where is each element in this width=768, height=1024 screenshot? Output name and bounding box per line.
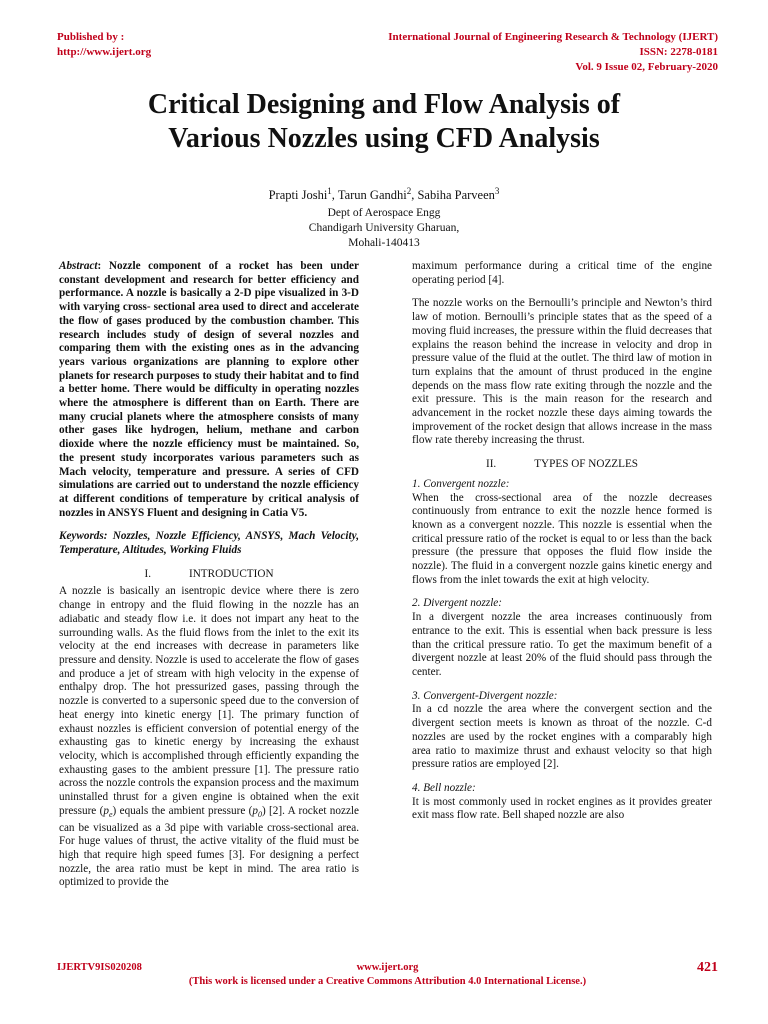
author-1-sup: 1: [327, 185, 332, 196]
journal-name: International Journal of Engineering Research & Technology (IJERT): [388, 31, 718, 43]
right-column: [412, 260, 712, 833]
page-number: 421: [697, 960, 718, 975]
bell-text: It is most commonly used in rocket engines as it provides greater exit mass flow rate. Bell shaped nozzle are also: [412, 795, 712, 822]
abstract: [59, 260, 359, 520]
section-1-number: I.: [144, 567, 151, 580]
author-list: [0, 185, 768, 203]
divergent-heading: 2. Divergent nozzle:: [412, 597, 502, 610]
abstract-label: Abstract: [59, 260, 98, 272]
journal-url[interactable]: http://www.ijert.org: [57, 46, 152, 58]
author-block: [0, 185, 768, 251]
intro-paragraph: [59, 585, 359, 890]
symbol-pe: $p_e$: [103, 804, 113, 819]
section-2-title: TYPES OF NOZZLES: [534, 458, 639, 471]
bell-heading: 4. Bell nozzle:: [412, 781, 476, 794]
intro-text-2: ) equals the ambient pressure (: [112, 804, 253, 817]
issn: ISSN: 2278-0181: [639, 46, 718, 58]
abstract-text: Nozzle component of a rocket has been under constant development and research for better efficiency and performance. A nozzle is basically a 2-D pipe visualized in 3-D with varying cross- sectional area used to direct and accelerate the flow of gases produced by the combustion chamber. This research includes study of design of several nozzles and comparing them with the existing ones as in the advancing years various organizations are planning to explore other planets for research purposes to study their habitat and to find a better home. There would be difficulty in operating nozzles where the atmosphere is different than on Earth. There are many crucial planets where the atmosphere consists of many other gases like hydrogen, helium, methane and carbon dioxide where the nozzle efficiency must be maintained. So, the present study incorporates various parameters such as Mach velocity, temperature and pressure. A series of CFD simulations are carried out to understand the nozzle efficiency at different conditions of temperature by critical analysis of nozzles in ANSYS Fluent and designing in Catia V5.: [59, 260, 359, 519]
section-1-title: INTRODUCTION: [189, 567, 274, 580]
section-1-heading: [59, 568, 359, 582]
affiliation-dept: Dept of Aerospace Engg: [327, 207, 441, 219]
license-notice: (This work is licensed under a Creative Commons Attribution 4.0 International License.): [188, 976, 587, 987]
page-footer: [57, 960, 718, 1000]
paper-id: IJERTV9IS020208: [57, 962, 142, 973]
title-line-1: Critical Designing and Flow Analysis of: [147, 89, 621, 120]
section-2-number: II.: [485, 458, 497, 471]
title-line-2: Various Nozzles using CFD Analysis: [168, 123, 600, 154]
affiliation-city: Mohali-140413: [348, 237, 420, 249]
cd-heading: 3. Convergent-Divergent nozzle:: [412, 689, 558, 702]
symbol-p0: $p_0$: [252, 804, 262, 819]
intro-text-1: A nozzle is basically an isentropic device where there is zero change in entropy and the fluid flowing in the nozzle has an adiabatic and steady flow i.e. it does not impart any heat to the surrounding walls. As the fluid flows from the inlet to the exit its velocity at the end increases with decrease in parameters like pressure and density. Nozzle is used to accelerate the flow of gases and produce a jet of stream with high velocity in the expense of enthalpy drop. The hot pressurized gases, passing through the nozzle is converted to a supersonic speed due to the conversion of heat energy into kinetic energy [1]. The primary function of exhaust nozzles is efficient conversion of potential energy of the exhausting gas to kinetic energy by increasing the exhaust velocity, which is accomplished through efficiently expanding the exhausting gases to the ambient pressure [1]. The pressure ratio across the nozzle controls the expansion process and the maximum uninstalled thrust for a given engine is obtained when the exit pressure (: [59, 585, 359, 817]
cd-text: In a cd nozzle the area where the convergent section and the divergent section meets is known as throat of the nozzle. C-d nozzles are used by the rocket engines with a comparably high area ratio to maximize thrust and exhaust velocity so that high pressure ratios are employed [2].: [412, 703, 712, 771]
author-1: Prapti Joshi: [268, 188, 328, 202]
header-left: [57, 30, 151, 60]
affiliation-university: Chandigarh University Gharuan,: [308, 222, 460, 234]
section-2-heading: [412, 458, 712, 472]
continued-paragraph: maximum performance during a critical time of the engine operating period [4].: [412, 260, 712, 286]
published-by: Published by :: [57, 31, 125, 43]
paper-title: [60, 88, 708, 156]
footer-url[interactable]: www.ijert.org: [356, 962, 419, 973]
author-2-sup: 2: [406, 185, 412, 196]
divergent-text: In a divergent nozzle the area increases continuously from entrance to the exit. This is essential when back pressure is less than the critical pressure ratio. To get the maximum benefit of a divergent nozzle at least 20% of the fluid should pass through the center.: [412, 611, 712, 678]
left-column: [59, 260, 359, 900]
author-3: , Sabiha Parveen: [411, 188, 495, 202]
abstract-sep: :: [97, 260, 109, 272]
keywords: Keywords: Nozzles, Nozzle Efficiency, ANSYS, Mach Velocity, Temperature, Altitudes, Working Fluids: [59, 530, 359, 557]
convergent-heading: 1. Convergent nozzle:: [412, 477, 510, 490]
intro-text-3: ) [2]. A rocket nozzle can be visualized as a 3d pipe with variable cross-sectional area. For huge values of thrust, the active vitality of the fluid must be high that require high speed fumes [3]. For designing a perfect nozzle, the area ratio must be kept in mind. The area ratio is optimized to provide the: [59, 804, 359, 889]
convergent-text: When the cross-sectional area of the nozzle decreases continuously from entrance to exit the nozzle hence formed is known as a convergent nozzle. This nozzle is essential when the critical pressure ratio of the rocket is equal to or less than the back pressure (the pressure that opposes the fluid flow inside the nozzle). The fluid in a convergent nozzle gains kinetic energy and flows from the inlet towards the exit at high velocity.: [412, 491, 712, 586]
author-3-sup: 3: [494, 185, 500, 196]
header-right: [388, 30, 718, 75]
bernoulli-paragraph: The nozzle works on the Bernoulli’s principle and Newton’s third law of motion. Bernoulli’s principle states that as the speed of a moving fluid increases, the pressure within the fluid decreases that explains the reason behind the increase in velocity and drop in pressure value of the fluid at the outlet. The third law of motion in turn explains that the amount of thrust produced in the engine depends on the mass flow rate exiting through the nozzle and the exit pressure. This is the main reason for the research and advancement in the rocket nozzle these days aiming towards the improvement of the rocket design that allows increase in the mass flow rate thereby increasing the thrust.: [412, 297, 712, 447]
volume-issue: Vol. 9 Issue 02, February-2020: [575, 61, 718, 73]
author-2: , Tarun Gandhi: [331, 188, 407, 202]
